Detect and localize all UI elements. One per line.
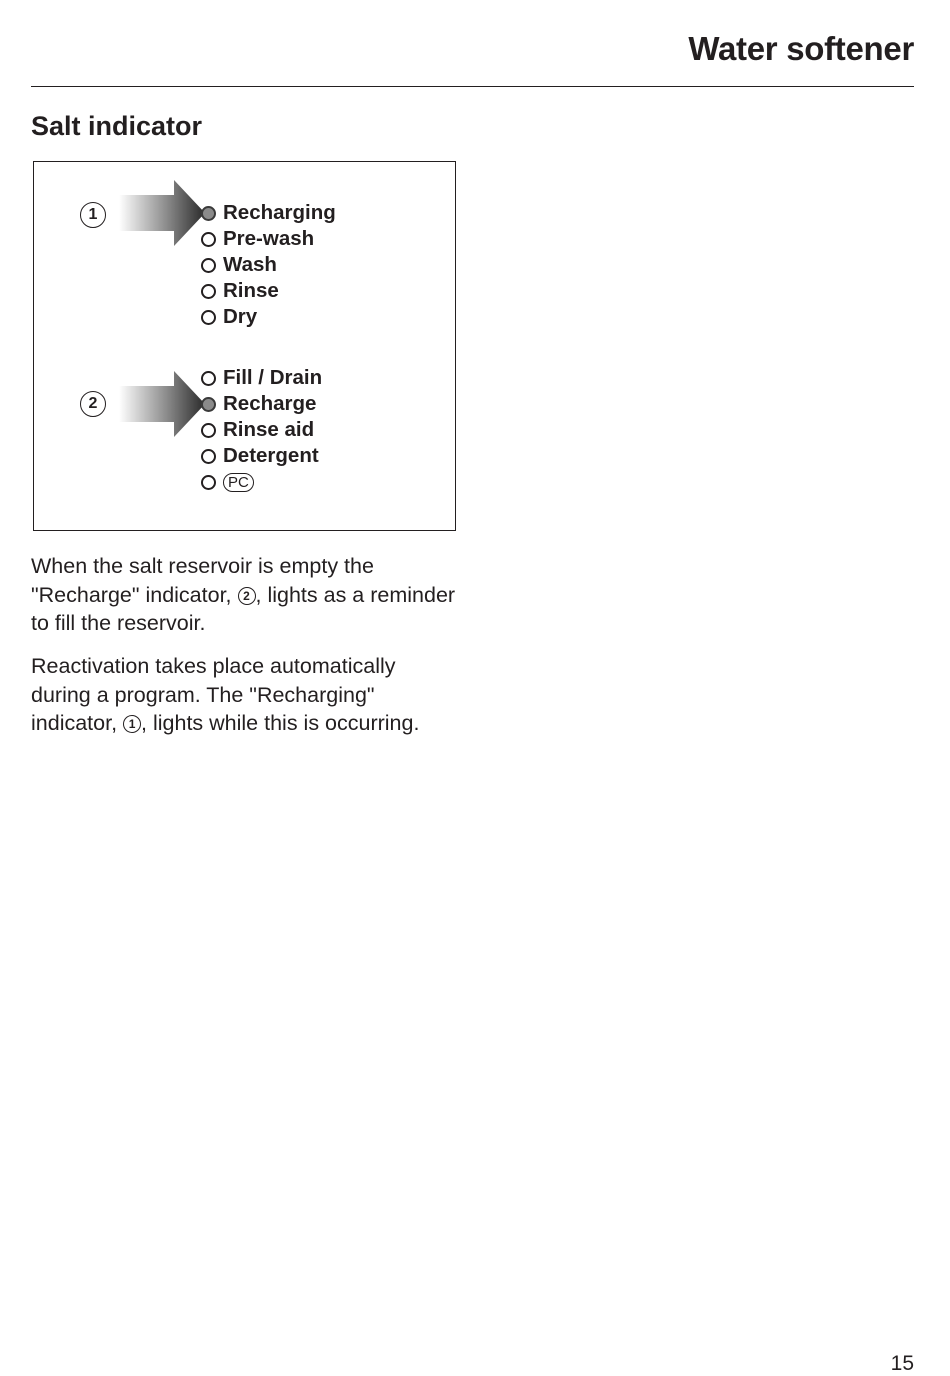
indicator-lamp-icon <box>201 232 216 247</box>
paragraph-text: Reactivation takes place automatically during a program. The "Recharging" indicator, <box>31 654 396 735</box>
lamp-row-pre-wash <box>201 226 336 252</box>
indicator-lamp-icon <box>201 475 216 490</box>
lamp-row-wash <box>201 252 336 278</box>
salt-indicator-figure <box>33 161 456 531</box>
callout-1-marker: 1 <box>80 202 106 228</box>
indicator-lamp-icon <box>201 258 216 273</box>
arrow-1-icon <box>119 180 205 246</box>
lamp-label: Detergent <box>223 444 319 467</box>
indicator-lamp-icon <box>201 449 216 464</box>
inline-callout-2: 2 <box>238 587 256 605</box>
lamp-group-refill-status <box>201 365 322 495</box>
lamp-row-rinse <box>201 278 336 304</box>
lamp-label: Recharging <box>223 201 336 224</box>
indicator-lamp-icon <box>201 371 216 386</box>
inline-callout-1: 1 <box>123 715 141 733</box>
lamp-group-program-status <box>201 200 336 330</box>
paragraph-reactivation <box>31 652 461 738</box>
lamp-label: Rinse <box>223 279 279 302</box>
lamp-row-pc <box>201 469 322 495</box>
section-title: Salt indicator <box>31 111 203 141</box>
lamp-label: Dry <box>223 305 258 328</box>
paragraph-recharge <box>31 552 461 638</box>
indicator-lamp-icon <box>201 284 216 299</box>
pc-symbol-icon: PC <box>223 473 254 492</box>
header-divider <box>31 86 914 87</box>
paragraph-text: When the salt reservoir is empty the "Recharge" indicator, <box>31 554 374 607</box>
callout-2-marker: 2 <box>80 391 106 417</box>
lamp-row-detergent <box>201 443 322 469</box>
indicator-lamp-lit-icon <box>201 397 216 412</box>
paragraph-text: , lights as a reminder to fill the reservoir. <box>31 582 456 635</box>
indicator-lamp-icon <box>201 423 216 438</box>
lamp-row-fill-drain <box>201 365 322 391</box>
indicator-lamp-icon <box>201 310 216 325</box>
lamp-row-recharging <box>201 200 336 226</box>
lamp-label: Rinse aid <box>223 418 315 441</box>
lamp-label: Pre-wash <box>223 227 315 250</box>
lamp-label: Fill / Drain <box>223 366 323 389</box>
lamp-row-rinse-aid <box>201 417 322 443</box>
indicator-lamp-lit-icon <box>201 206 216 221</box>
lamp-label: Wash <box>223 253 277 276</box>
lamp-label: Recharge <box>223 392 317 415</box>
lamp-row-dry <box>201 304 336 330</box>
lamp-row-recharge <box>201 391 322 417</box>
arrow-2-icon <box>119 371 205 437</box>
page-header-title: Water softener <box>688 30 914 67</box>
page-number: 15 <box>890 1352 914 1375</box>
paragraph-text: , lights while this is occurring. <box>141 711 420 735</box>
